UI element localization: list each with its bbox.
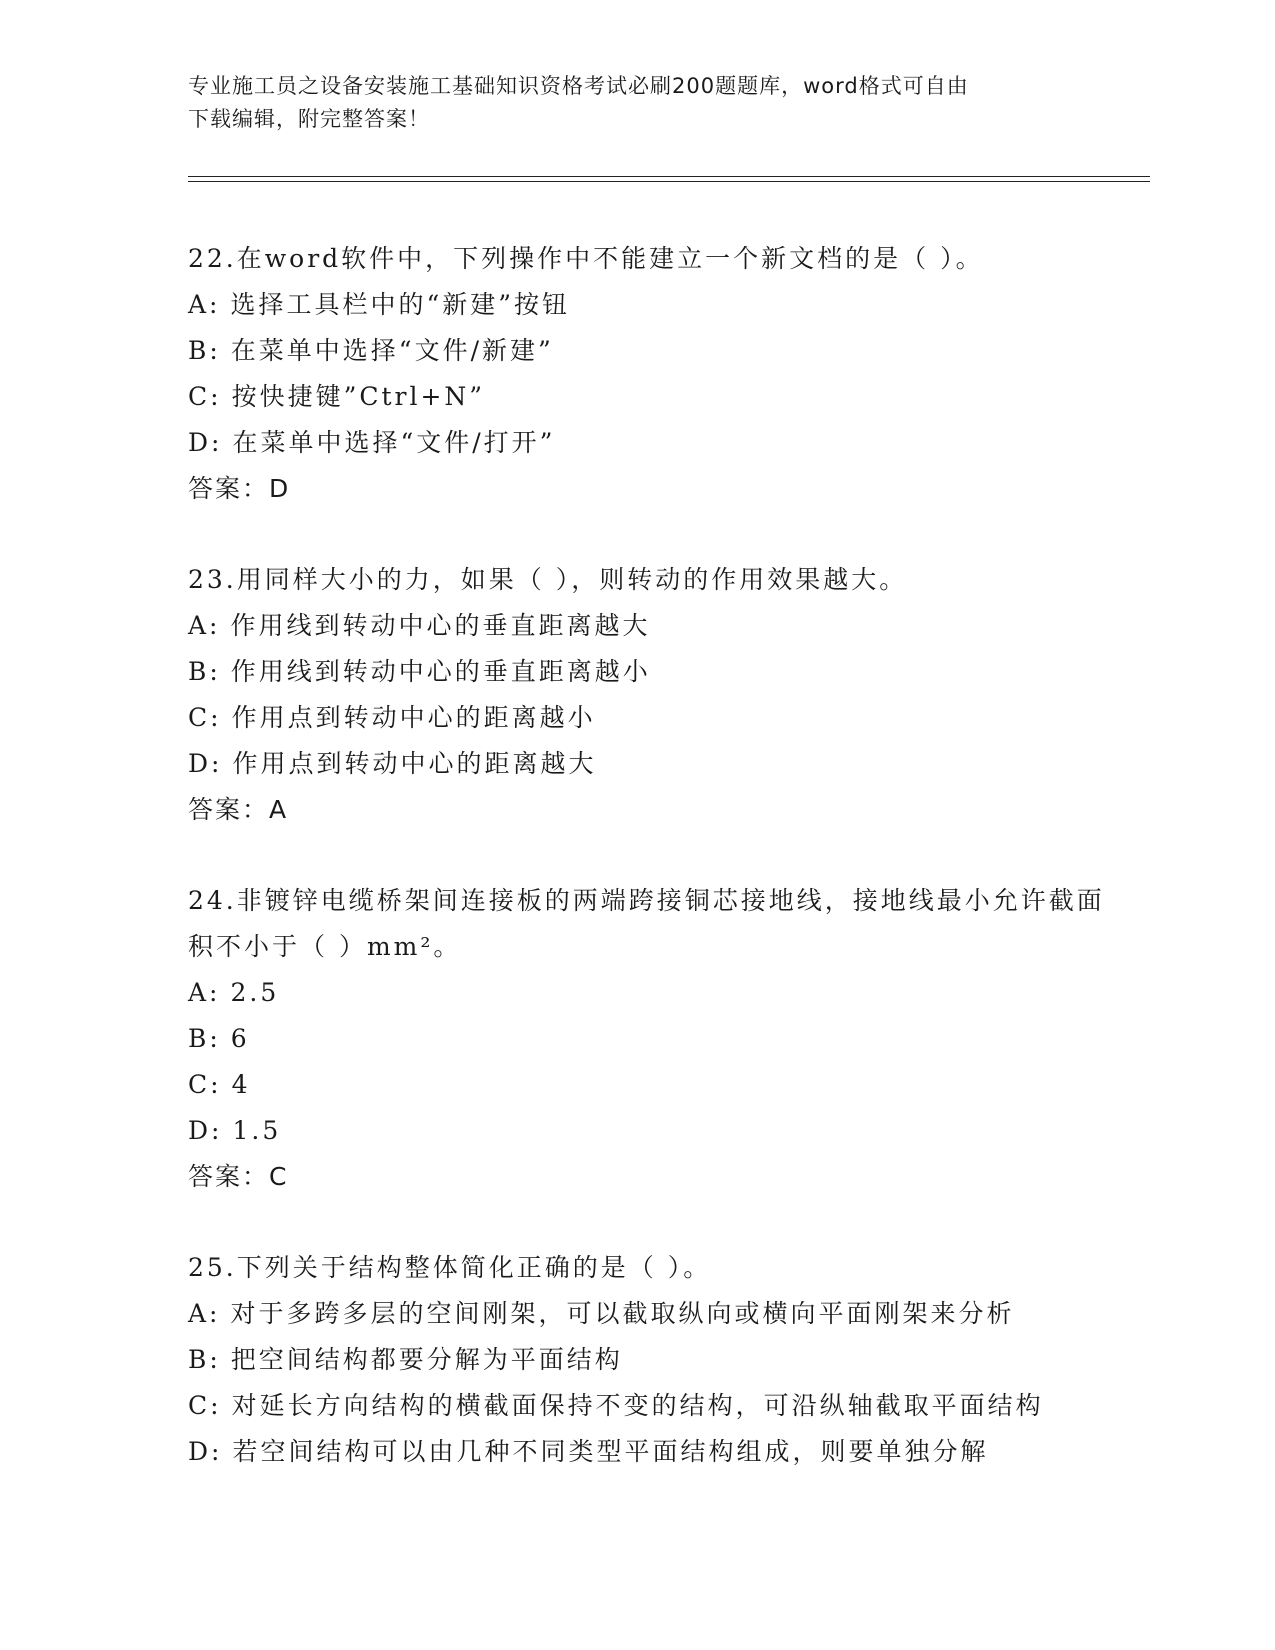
question-stem: 22.在word软件中，下列操作中不能建立一个新文档的是（ ）。 xyxy=(188,244,984,273)
option-d xyxy=(188,1108,1108,1154)
question-24 xyxy=(188,878,1108,1200)
option-text: 把空间结构都要分解为平面结构 xyxy=(230,1345,623,1374)
question-stem: 24.非镀锌电缆桥架间连接板的两端跨接铜芯接地线，接地线最小允许截面积不小于（ ）mm²。 xyxy=(188,886,1105,961)
option-letter: D: xyxy=(188,1116,223,1145)
option-text: 作用线到转动中心的垂直距离越大 xyxy=(230,611,651,640)
option-text: 1.5 xyxy=(232,1116,282,1145)
option-c xyxy=(188,695,1108,741)
header-divider-top xyxy=(188,176,1150,177)
option-c xyxy=(188,374,1108,420)
option-text: 对延长方向结构的横截面保持不变的结构，可沿纵轴截取平面结构 xyxy=(231,1391,1044,1420)
option-letter: A: xyxy=(188,1299,221,1328)
header-divider-bottom xyxy=(188,181,1150,182)
option-d xyxy=(188,741,1108,787)
option-c xyxy=(188,1383,1108,1429)
header-line-1: 专业施工员之设备安装施工基础知识资格考试必刷200题题库，word格式可自由 xyxy=(188,74,969,98)
question-22 xyxy=(188,236,1108,512)
option-letter: C: xyxy=(188,703,222,732)
option-letter: C: xyxy=(188,382,222,411)
option-text: 4 xyxy=(231,1070,251,1099)
option-text: 在菜单中选择“文件/新建” xyxy=(230,336,554,365)
option-letter: C: xyxy=(188,1391,222,1420)
option-letter: D: xyxy=(188,428,223,457)
option-text: 作用点到转动中心的距离越小 xyxy=(231,703,596,732)
question-stem: 25.下列关于结构整体简化正确的是（ ）。 xyxy=(188,1253,712,1282)
answer: 答案：C xyxy=(188,1162,289,1191)
question-25 xyxy=(188,1245,1108,1475)
option-text: 按快捷键”Ctrl+N” xyxy=(231,382,486,411)
option-b xyxy=(188,1016,1108,1062)
option-letter: B: xyxy=(188,1024,221,1053)
option-letter: A: xyxy=(188,978,221,1007)
question-list xyxy=(188,236,1108,1520)
answer: 答案：A xyxy=(188,795,289,824)
option-text: 作用点到转动中心的距离越大 xyxy=(232,749,597,778)
option-letter: D: xyxy=(188,749,223,778)
option-d xyxy=(188,1429,1108,1475)
option-a xyxy=(188,1291,1108,1337)
option-text: 若空间结构可以由几种不同类型平面结构组成，则要单独分解 xyxy=(232,1437,989,1466)
option-letter: B: xyxy=(188,657,221,686)
question-stem: 23.用同样大小的力，如果（ ），则转动的作用效果越大。 xyxy=(188,565,908,594)
header-line-2: 下载编辑，附完整答案！ xyxy=(188,107,430,131)
option-letter: D: xyxy=(188,1437,223,1466)
option-letter: B: xyxy=(188,1345,221,1374)
option-a xyxy=(188,970,1108,1016)
option-c xyxy=(188,1062,1108,1108)
option-letter: A: xyxy=(188,611,221,640)
option-b xyxy=(188,328,1108,374)
option-text: 选择工具栏中的“新建”按钮 xyxy=(230,290,571,319)
option-text: 作用线到转动中心的垂直距离越小 xyxy=(230,657,651,686)
option-text: 6 xyxy=(230,1024,250,1053)
option-letter: A: xyxy=(188,290,221,319)
answer: 答案：D xyxy=(188,474,291,503)
option-text: 对于多跨多层的空间刚架，可以截取纵向或横向平面刚架来分析 xyxy=(230,1299,1015,1328)
question-23 xyxy=(188,557,1108,833)
option-a xyxy=(188,603,1108,649)
option-b xyxy=(188,649,1108,695)
option-a xyxy=(188,282,1108,328)
option-d xyxy=(188,420,1108,466)
option-text: 在菜单中选择“文件/打开” xyxy=(232,428,556,457)
option-letter: C: xyxy=(188,1070,222,1099)
option-b xyxy=(188,1337,1108,1383)
option-text: 2.5 xyxy=(230,978,280,1007)
document-header xyxy=(188,70,1088,136)
option-letter: B: xyxy=(188,336,221,365)
